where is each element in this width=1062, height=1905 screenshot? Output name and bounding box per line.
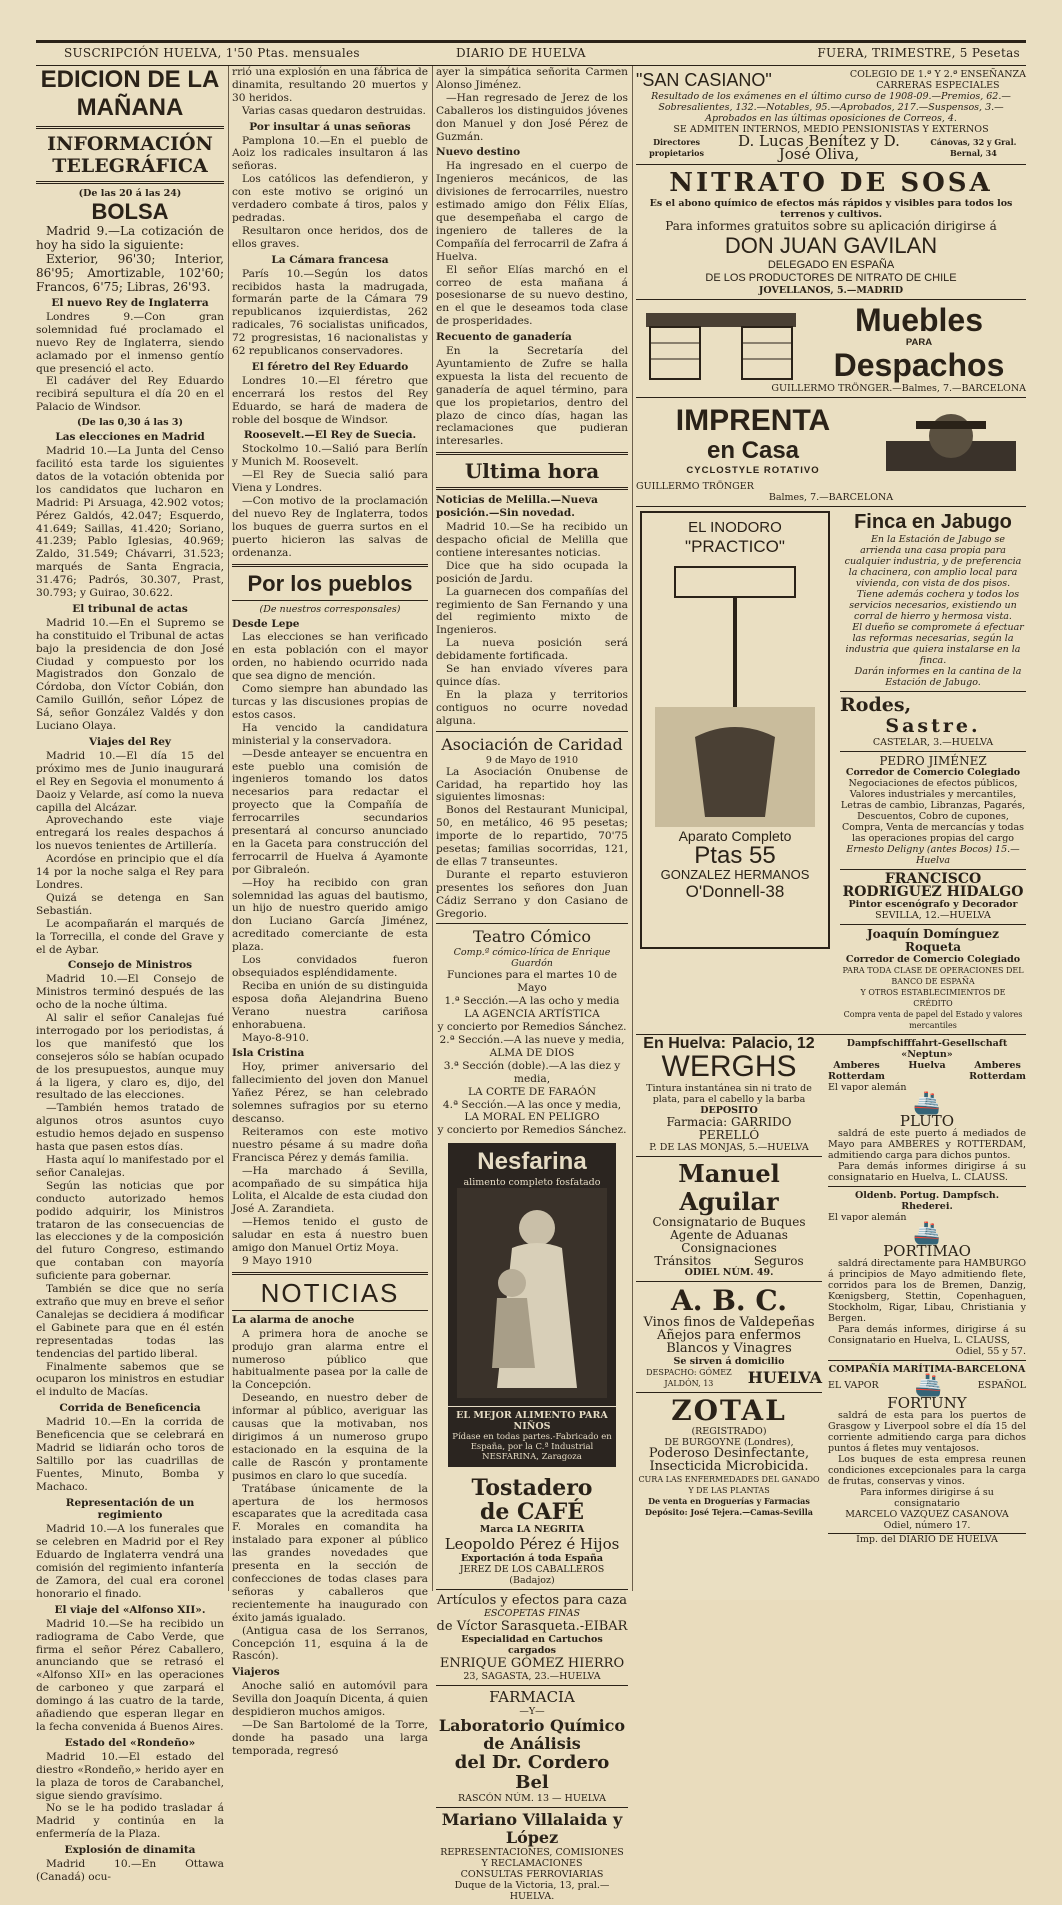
caza-ad <box>436 1590 628 1686</box>
muebles-ad <box>636 300 1026 398</box>
article-heading: Viajes del Rey <box>89 736 171 748</box>
article-heading: El féretro del Rey Eduardo <box>251 360 409 373</box>
article-paragraph: Durante el reparto estuvieron presentes los señores don Juan Cádiz Serrano y don Casiano de Gregorio. <box>436 868 628 920</box>
article-heading: Roosevelt.—El Rey de Suecia. <box>243 429 417 442</box>
listing-line: LA MORAL EN PELIGRO <box>464 1111 600 1124</box>
ad-text: Resultado de los exámenes en el último curso de 1908-09.—Premios, 62.—Sobresalientes, 132.—Notables, 95.—Aprobados, 217.—Suspensos, 3.—Aprobados en las últimas oposiciones de Correos, 4. <box>651 91 1011 124</box>
ad-text: CARRERAS ESPECIALES <box>876 80 1000 91</box>
ad-text: Insecticida Microbicida. <box>649 1459 809 1475</box>
ad-title: Manuel Aguilar <box>678 1158 780 1216</box>
section-title: Asociación de Caridad <box>441 734 623 754</box>
article-paragraph: En la plaza y territorios contiguos no ocurre novedad alguna. <box>436 688 628 727</box>
ad-text: Odiel, número 17. <box>883 1519 971 1531</box>
section-title: NOTICIAS <box>260 1277 400 1308</box>
ad-text: GUILLERMO TRÖNGER.—Balmes, 7.—BARCELONA <box>771 382 1026 394</box>
ad-title: Tostadero <box>471 1475 593 1502</box>
steamship-icon: 🚢 <box>913 1091 941 1117</box>
listing-line: LA CORTE DE FARAÓN <box>467 1085 597 1098</box>
ad-text: CYCLOSTYLE ROTATIVO <box>686 465 820 477</box>
listing-line: ALMA DE DIOS <box>489 1046 575 1059</box>
ad-text: HUELVA <box>747 1367 822 1387</box>
ad-text: Cánovas, 32 y Gral. Bernal, 34 <box>930 136 1017 158</box>
toilet-illustration <box>655 557 815 827</box>
masthead-bar <box>36 40 1026 66</box>
san-casiano-ad <box>636 66 1026 165</box>
ad-text: EL VAPOR <box>828 1380 879 1392</box>
ad-title: Muebles <box>854 302 984 339</box>
dateline: 9 de Mayo de 1910 <box>485 754 579 766</box>
ad-text: Pintor escenógrafo y Decorador <box>848 899 1018 911</box>
farmacia-ad <box>436 1686 628 1808</box>
section-title: INFORMACIÓN TELEGRÁFICA <box>47 133 213 177</box>
article-paragraph: La Asociación Onubense de Caridad, ha repartido hoy las siguientes limosnas: <box>436 765 628 804</box>
ad-title: PORTIMAO <box>883 1241 971 1260</box>
article-paragraph: Aprovechando este viaje entregará los reales despachos á los nuevos tenientes de Artillería. <box>36 814 224 853</box>
article-paragraph: Le acompañarán el marqués de la Torrecilla, el conde del Grave y el de Aybar. <box>36 917 224 956</box>
article-heading: El tribunal de actas <box>72 602 188 615</box>
article-paragraph: París 10.—Según los datos recibidos hasta la madrugada, formarán parte de la Cámara 79 republicanos izquierdistas, 262 radicales, 76 socialistas unificados, 72 progresistas, 16 nacionalistas y 62 republicanos conservadores. <box>232 267 428 358</box>
neptun-ad <box>828 1035 1026 1187</box>
article-paragraph: Deseando, en nuestro deber de informar al público, averiguar las causas que la motivaban, nos dirigimos á un numeroso grupo estacionado en la esquina de la calle de Rascón y prontamente pusimos en claro lo que sucedía. <box>232 1392 428 1482</box>
ad-title: "PRACTICO" <box>685 536 785 556</box>
column-4-ads <box>636 66 1026 1591</box>
ad-text: Se sirven á domicilio <box>673 1356 785 1368</box>
article-heading: Noticias de Melilla.—Nueva posición.—Sin novedad. <box>436 494 598 520</box>
time-range: (De las 0,30 á las 3) <box>77 417 183 429</box>
subscription-outside: FUERA, TRIMESTRE, 5 Pesetas <box>817 46 1020 60</box>
article-paragraph: El cadáver del Rey Eduardo recibirá sepultura el día 20 en el Palacio de Windsor. <box>36 375 224 414</box>
ad-text: Leopoldo Pérez é Hijos <box>444 1535 620 1554</box>
printer-imprint: Imp. del DIARIO DE HUELVA <box>828 1533 1026 1545</box>
article-heading: Las elecciones en Madrid <box>55 431 205 444</box>
ad-text: Depósito: José Tejera.—Camas-Sevilla <box>645 1506 813 1517</box>
article-heading: El nuevo Rey de Inglaterra <box>51 297 209 309</box>
abc-ad <box>636 1282 822 1393</box>
ad-text: Seguros <box>753 1253 804 1268</box>
ad-text: Consignaciones <box>681 1240 777 1255</box>
listing-line: 3.ª Sección (doble).—A las diez y media, <box>443 1059 621 1085</box>
article-heading: Nuevo destino <box>436 146 521 159</box>
article-paragraph: Las elecciones se han verificado en esta población con el mayor orden, no habiendo ocurrido nada que sea digno de mención. <box>232 631 428 683</box>
article-paragraph: A primera hora de anoche se produjo gran alarma entre el numeroso público que habitualmente pasea por la calle de la Concepción. <box>232 1327 428 1392</box>
steamship-icon: 🚢 <box>913 1220 941 1246</box>
dateline: 9 Mayo 1910 <box>242 1254 312 1267</box>
ad-text: Ernesto Deligny (antes Bocos) 15.—Huelva <box>846 844 1020 867</box>
article-paragraph: ayer la simpática señorita Carmen Alonso Jiménez. <box>436 66 628 91</box>
ad-text: Marca LA NEGRITA <box>479 1524 585 1536</box>
article-heading: Consejo de Ministros <box>67 959 193 972</box>
article-paragraph: —Han regresado de Jerez de los Caballeros los distinguidos jóvenes don Manuel y don José Pérez de Guzmán. <box>436 91 628 143</box>
ad-text: O'Donnell-38 <box>685 882 785 902</box>
article-paragraph: Madrid 10.—A los funerales que se celebren en Madrid por el Rey Eduardo de Inglaterra vendrá una comisión del regimiento infantería de Zamora, del cual era coronel honorario el finado. <box>36 1523 224 1600</box>
column-2 <box>232 66 428 1757</box>
article-paragraph: Madrid 10.—La Junta del Censo facilitó esta tarde los siguientes datos de la votación obtenida por los candidatos que lucharon en Madrid: Pi Arsuaga, 42.902 votos; Pérez Galdós, 42.047; Esquerdo, 41.649; Saillas, 41.420; Soriano, 41.239; Pablo Iglesias, 40.969; Zaldo, 31.549; Chávarri, 31.523; marqués de Santa Engracia, 31.476; Padrós, 30.307, Prast, 30.793; y Guirao, 30.622. <box>36 445 224 600</box>
article-paragraph: Dice que ha sido ocupada la posición de Jardu. <box>436 559 628 585</box>
article-heading: Explosión de dinamita <box>64 1844 196 1857</box>
edition-title: EDICION DE LA MAÑANA <box>40 66 220 121</box>
ad-text: En Huelva: <box>643 1035 726 1053</box>
ad-text: ENRIQUE GÓMEZ HIERRO <box>439 1656 625 1672</box>
article-paragraph: Madrid 10.—El estado del diestro «Rondeño,» herido ayer en la plaza de toros de Carabanchel, sigue siendo gravísimo. <box>36 1750 224 1802</box>
article-paragraph: (Antigua casa de los Serranos, Concepción 11, esquina á la de Rascón). <box>232 1624 428 1663</box>
article-heading: Estado del «Rondeño» <box>64 1736 196 1749</box>
ad-title: WERGHS <box>661 1049 797 1083</box>
theatre-listing <box>436 969 628 1137</box>
ad-text: Vinos finos de Valdepeñas <box>643 1315 815 1331</box>
article-paragraph: El señor Elías marchó en el correo de esta mañana á posesionarse de su nuevo destino, en el que le deseamos toda clase de prosperidades. <box>436 263 628 328</box>
article-paragraph: —También hemos tratado de algunos otros asuntos cuyo estudio hemos dejado en suspenso hasta que pasen estos días. <box>36 1102 224 1154</box>
article-paragraph: Reciba en unión de su distinguida esposa doña Alejandrina Bueno Verano nuestra cariñosa enhorabuena. <box>232 979 428 1031</box>
ad-text: JEREZ DE LOS CABALLEROS (Badajoz) <box>459 1564 605 1587</box>
ad-text: Blancos y Vinagres <box>666 1341 792 1357</box>
ad-text: —Y— <box>519 1706 545 1718</box>
ad-text: Negociaciones de efectos públicos, Valores industriales y mercantiles, Letras de cambio, Libranzas, Pagarés, Descuentos, Cobro de cupones, Compra, Venta de mercancías y todas las operaciones propias del cargo <box>840 778 1026 845</box>
listing-line: LA AGENCIA ARTÍSTICA <box>464 1008 600 1021</box>
ad-title: Despachos <box>833 347 1005 384</box>
ad-text: SEVILLA, 12.—HUELVA <box>875 910 991 922</box>
ad-text: EL MEJOR ALIMENTO PARA NIÑOS <box>448 1406 616 1432</box>
article-heading: Recuento de ganadería <box>436 331 572 344</box>
article-paragraph: Madrid 10.—Se ha recibido un radiograma de Cabo Verde, que firma el señor Pérez Caballero, anunciando que se retrasó el «Alfonso XII» en las operaciones de carboneo y que zarpará el domingo á las cuatro de la tarde, añadiendo que esperan llegar en la fecha convenida á Buenos Aires. <box>36 1617 224 1733</box>
villalaida-ad <box>436 1808 628 1905</box>
article-paragraph: Los católicos las defendieron, y con este motivo se originó un verdadero combate á tiros, palos y pedradas. <box>232 173 428 224</box>
ad-text: SE ADMITEN INTERNOS, MEDIO PENSIONISTAS Y EXTERNOS <box>673 124 989 135</box>
manuel-aguilar-ad <box>636 1157 822 1283</box>
article-paragraph: No se le ha podido trasladar á Madrid y continúa en la enfermería de la Plaza. <box>36 1802 224 1841</box>
ad-text: PARA <box>905 337 933 349</box>
steamship-icon: 🚢 <box>914 1372 942 1398</box>
listing-line: 1.ª Sección.—A las ocho y media <box>444 995 620 1008</box>
ad-text: Farmacia: GARRIDO PERELLÓ <box>666 1114 792 1142</box>
article-heading: La Cámara francesa <box>271 253 389 266</box>
column-rule <box>632 66 633 1591</box>
article-paragraph: —Desde anteayer se encuentra en este pueblo una comisión de ingenieros tomando los datos necesarios para redactar el proyecto que la Compañía de ferrocarriles secundarios presentará al concurso anunciado en la Gaceta para construcción del ferrocarril de Huelva á Ayamonte por Gibraleón. <box>232 747 428 876</box>
ad-text: Balmes, 7.—BARCELONA <box>768 491 894 503</box>
article-paragraph: Pamplona 10.—En el pueblo de Aoiz los radicales insultaron á las señoras. <box>232 134 428 173</box>
ad-text: DESPACHO: GÓMEZ JALDÓN, 13 <box>646 1368 732 1389</box>
article-paragraph: Reiteramos con este motivo nuestro pésame á su madre doña Francisca Pérez y demás familia. <box>232 1125 428 1164</box>
ad-text: Artículos y efectos para caza <box>436 1593 628 1609</box>
ad-text: Para informes gratuitos sobre su aplicación dirigirse á <box>665 218 997 233</box>
article-paragraph: Se han enviado víveres para quince días. <box>436 663 628 688</box>
ad-text: Huelva <box>908 1060 946 1072</box>
article-paragraph: Al salir el señor Canalejas fué interrogado por los periodistas, á los que manifestó que los consejeros sólo se habían ocupado de los presupuestos, aunque muy á la ligera, y claro es, dijo, del resultado de las elecciones. <box>36 1012 224 1102</box>
ad-text: 23, SAGASTA, 23.—HUELVA <box>463 1671 601 1683</box>
article-paragraph: —Ha marchado á Sevilla, acompañado de su simpática hija Lolita, el Alcalde de esta ciudad don José A. Zarandieta. <box>232 1164 428 1216</box>
article-paragraph: Exterior, 96'30; Interior, 86'95; Amortizable, 102'60; Francos, 6'75; Libras, 26'93. <box>36 252 224 294</box>
article-paragraph: También se dice que no sería extraño que muy en breve el señor Canalejas se decidiera á modificar el Gabinete para que en él estén representadas todas las tendencias del partido liberal. <box>36 1283 224 1360</box>
ad-text: GUILLERMO TRÖNGER <box>636 480 754 492</box>
article-paragraph: Madrid 10.—Se ha recibido un despacho oficial de Melilla que contiene interesantes noticias. <box>436 521 628 559</box>
nesfarina-ad <box>448 1143 616 1467</box>
pedro-jimenez-ad <box>840 752 1026 871</box>
article-paragraph: Según las noticias que por conducto autorizado hemos podido adquirir, los Ministros trataron de las consecuencias de las elecciones y de la composición del futuro Congreso, estimando que contaban con mayoría suficiente para gobernar. <box>36 1179 224 1283</box>
ad-text: Para demás informes, dirigirse á su Consignatario en Huelva, L. CLAUSS, <box>828 1323 1026 1346</box>
route-row <box>828 1060 1026 1082</box>
ad-text: En la Estación de Jabugo se arrienda una casa propia para cualquier industria, y de preferencia la chacinera, con amplio local para vivienda, con vista de dos pisos. <box>844 533 1022 589</box>
ad-text: Especialidad en Cartuchos cargados <box>461 1634 603 1657</box>
ad-text: ESPAÑOL <box>977 1380 1026 1392</box>
oldenburg-ad <box>828 1187 1026 1361</box>
article-paragraph: Madrid 10.—En Ottawa (Canadá) ocu- <box>36 1858 224 1883</box>
article-paragraph: rrió una explosión en una fábrica de dinamita, resultando 20 muertos y 30 heridos. <box>232 66 428 104</box>
ad-text: DON JUAN GAVILAN <box>724 232 938 258</box>
ad-text: El vapor alemán <box>828 1082 907 1094</box>
ad-text: Palacio, 12 <box>731 1035 815 1053</box>
article-paragraph: En la Secretaría del Ayuntamiento de Zufre se halla expuesta la lista del recuento de ganadería de aquel término, para que los propietarios, dentro del plazo de cinco días, hagan las reclamaciones que pudieran interesarles. <box>436 345 628 448</box>
ad-text: Añejos para enfermos <box>657 1328 801 1344</box>
imprenta-ad <box>636 398 1026 507</box>
article-paragraph: —De San Bartolomé de la Torre, donde ha pasado una larga temporada, regresó <box>232 1718 428 1757</box>
article-paragraph: —Hemos tenido el gusto de saludar en esta á nuestro buen amigo don Manuel Ortiz Moya. <box>232 1216 428 1255</box>
ad-text: saldrá de esta para los puertos de Grasgow y Liverpool sobre el día 15 del corriente admitiendo carga para dichos puntos á fletes muy ventajosos. <box>828 1409 1026 1454</box>
ad-title: IMPRENTA <box>675 404 831 438</box>
ad-title: EL INODORO <box>688 518 782 536</box>
ad-text: Odiel, 55 y 57. <box>955 1345 1026 1357</box>
article-heading: Isla Cristina <box>232 1047 305 1060</box>
ad-text: De venta en Droguerías y Farmacias <box>648 1495 810 1506</box>
ad-text: Ptas 55 <box>694 842 776 870</box>
ad-text: saldrá directamente para HAMBURGO á principios de Mayo admitiendo flete, corridos para los de Bremen, Danzig, Kœnigsberg, Stettin, Copenhaguen, Stockholm, Rigar, Libau, Christiania y Bergen. <box>828 1257 1026 1324</box>
article-paragraph: Londres 9.—Con gran solemnidad fué proclamado el nuevo Rey de Inglaterra, siendo aclamado por el inmenso gentío que presenció el acto. <box>36 310 224 375</box>
dateline: Mayo-8-910. <box>242 1031 310 1044</box>
ad-text: P. DE LAS MONJAS, 5.—HUELVA <box>649 1141 809 1153</box>
listing-line: Funciones para el martes 10 de Mayo <box>446 969 618 995</box>
article-paragraph: Resultaron once heridos, dos de ellos graves. <box>232 224 428 250</box>
listing-line: 4.ª Sección.—A las once y media, <box>442 1098 622 1111</box>
article-paragraph: Quizá se detenga en San Sebastián. <box>36 891 224 917</box>
section-title: Por los pueblos <box>247 570 413 596</box>
rodriguez-hidalgo-ad <box>840 870 1026 925</box>
ad-title: FRANCISCO RODRIGUEZ HIDALGO <box>842 871 1024 901</box>
ad-title: FORTUNY <box>887 1393 967 1412</box>
ad-text: Tránsitos <box>654 1253 712 1268</box>
ad-text: Dampfschifffahrt-Gesellschaft «Neptun» <box>846 1038 1008 1061</box>
article-paragraph: Como siempre han abundado las turcas y las discusiones propias de estos casos. <box>232 683 428 721</box>
ad-subtitle: alimento completo fosfatado <box>463 1177 601 1189</box>
ad-text: CASTELAR, 3.—HUELVA <box>872 736 994 748</box>
ad-text: Los buques de esta empresa reunen condiciones excepcionales para la carga de frutas, conservas y vinos. <box>828 1453 1026 1487</box>
ad-text: MARCELO VAZQUEZ CASANOVA <box>845 1508 1009 1520</box>
ad-text: JOVELLANOS, 5.—MADRID <box>758 284 904 296</box>
ad-title: Sastre. <box>885 714 981 737</box>
ad-text: de Víctor Sarasqueta.-EIBAR <box>436 1619 628 1635</box>
ad-text: Compra venta de papel del Estado y valores mercantiles <box>843 1010 1023 1031</box>
ad-text: GONZALEZ HERMANOS <box>660 867 810 883</box>
ad-text: Oldenb. Portug. Dampfsch. Rhederei. <box>854 1189 1000 1212</box>
ad-text: Rotterdam <box>969 1071 1026 1083</box>
ad-text: El vapor alemán <box>828 1211 907 1223</box>
listing-line: y concierto por Remedios Sánchez. <box>437 1021 627 1034</box>
subscription-local: SUSCRIPCIÓN HUELVA, 1'50 Ptas. mensuales <box>64 46 360 60</box>
article-paragraph: Acordóse en principio que el día 14 por la noche salga el Rey para Londres. <box>36 853 224 891</box>
ad-title: en Casa <box>706 437 800 465</box>
article-paragraph: Bonos del Restaurant Municipal, 50, en metálico, 46 95 pesetas; importe de lo repartido, 70'75 pesetas; familias socorridas, 121, de ellas 7 transeuntes. <box>436 804 628 868</box>
tostadero-ad <box>436 1473 628 1590</box>
article-paragraph: Madrid 10.—El Consejo de Ministros terminó después de las ocho de la noche última. <box>36 973 224 1012</box>
ad-text: Corredor de Comercio Colegiado <box>845 954 1021 966</box>
ad-title: Nesfarina <box>477 1148 587 1176</box>
article-paragraph: Los convidados fueron obsequiados espléndidamente. <box>232 954 428 979</box>
article-paragraph: La nueva posición será debidamente fortificada. <box>436 637 628 663</box>
ad-text: REPRESENTACIONES, COMISIONES Y RECLAMACIONES <box>440 1847 624 1870</box>
ad-text: ESCOPETAS FINAS <box>483 1608 581 1620</box>
ad-text: Es el abono químico de efectos más rápidos y visibles para todos los terrenos y cultivos. <box>649 197 1013 220</box>
article-paragraph: —Con motivo de la proclamación del nuevo Rey de Inglaterra, todos los buques de guerra surtos en el puerto hicieron las salvas de ordenanza. <box>232 495 428 559</box>
ad-title: NITRATO DE SOSA <box>669 167 993 198</box>
ad-title: de CAFÉ <box>479 1499 584 1526</box>
mother-and-child-illustration <box>457 1188 607 1398</box>
ad-title: PEDRO JIMÉNEZ <box>879 753 987 768</box>
article-paragraph: Tratábase únicamente de la apertura de los hermosos escaparates que la acreditada casa F. Morales en comandita ha instalado para exponer al público las grandes novedades que presenta en la sección de confecciones de todas clases para señoras y caballeros que recientemente ha inaugurado con éxito jamás igualado. <box>232 1482 428 1624</box>
rodes-ad <box>840 692 1026 752</box>
ad-text: Pídase en todas partes.-Fabricado en España, por la C.ª Industrial NESFARINA, Zaragoza <box>452 1432 612 1463</box>
ad-text: El dueño se compromete á efectuar las reformas necesarias, según la industria que quiera instalarse en la finca. <box>845 621 1024 666</box>
article-heading: El viaje del «Alfonso XII». <box>54 1603 206 1616</box>
ad-text: D. Lucas Benítez y D. José Oliva, <box>738 132 900 163</box>
zotal-ad <box>636 1393 822 1521</box>
werghs-ad <box>636 1035 822 1157</box>
ad-text: Amberes <box>974 1060 1021 1072</box>
article-paragraph: Finalmente sabemos que se ocuparon los ministros en estudiar el indulto de Macías. <box>36 1360 224 1399</box>
ad-text: CURA LAS ENFERMEDADES DEL GANADO Y DE LAS PLANTAS <box>638 1474 820 1495</box>
newspaper-title: DIARIO DE HUELVA <box>456 46 586 60</box>
ad-text: Directores propietarios <box>649 136 704 158</box>
article-heading: Corrida de Beneficencia <box>59 1402 201 1415</box>
section-title: Teatro Cómico <box>473 927 591 947</box>
article-paragraph: Hasta aquí lo manifestado por el señor Canalejas. <box>36 1154 224 1179</box>
ad-text: Para informes dirigirse á su consignatario <box>860 1486 994 1509</box>
time-range: (De las 20 á las 24) <box>78 188 182 199</box>
ad-title: Rodes, <box>840 693 912 716</box>
ad-title: PLUTO <box>899 1112 955 1131</box>
article-heading: La alarma de anoche <box>232 1313 355 1326</box>
ad-text: Y OTROS ESTABLECIMIENTOS DE CRÉDITO <box>860 988 1006 1009</box>
listing-line: 2.ª Sección.—A las nueve y media, <box>439 1034 625 1046</box>
article-heading: Viajeros <box>232 1666 280 1679</box>
ad-title: Joaquín Domínguez Roqueta <box>867 927 999 955</box>
ad-title: ZOTAL <box>671 1394 787 1428</box>
ad-text: Aparato Completo <box>678 828 792 845</box>
ad-text: Para demás informes dirigirse á su consignatario en Huelva, L. CLAUSS. <box>828 1160 1026 1183</box>
article-heading: Desde Lepe <box>232 617 300 630</box>
article-paragraph: Varias casas quedaron destruidas. <box>242 104 426 117</box>
ad-text: RASCÓN NÚM. 13 — HUELVA <box>457 1793 607 1805</box>
ad-text: Rotterdam <box>828 1071 885 1083</box>
article-heading: Representación de un regimiento <box>65 1496 195 1522</box>
article-paragraph: Ha vencido la candidatura ministerial y la conservadora. <box>232 721 428 747</box>
ad-text: COLEGIO DE 1.ª Y 2.ª ENSEÑANZA <box>849 69 1026 80</box>
ad-text: Tiene además cochera y todos los servicios necesarios, existiendo un corral de hierro y hermosa vista. <box>849 588 1020 622</box>
ad-text: Darán informes en la cantina de la Estación de Jabugo. <box>854 665 1022 688</box>
article-paragraph: Ha ingresado en el cuerpo de Ingenieros mecánicos, de las divisiones de ferrocarriles, nuestro estimado amigo don Félix Elías, que desempeñaba el cargo de ingeniero de talleres de la Compañía del ferrocarril de Zafra á Huelva. <box>436 160 628 263</box>
article-paragraph: Stockolmo 10.—Salió para Berlín y Munich M. Roosevelt. <box>232 443 428 469</box>
ad-text: Poderoso Desinfectante, <box>648 1446 810 1462</box>
ad-text: (REGISTRADO) <box>691 1426 767 1438</box>
ad-text: PARA TODA CLASE DE OPERACIONES DEL BANCO DE ESPAÑA <box>842 966 1024 987</box>
column-rule <box>432 66 433 1591</box>
nitrato-ad <box>636 165 1026 300</box>
ad-text: Amberes <box>833 1060 880 1072</box>
article-paragraph: Madrid 10.—En el Supremo se ha constituido el Tribunal de actas bajo la presidencia de don José Ciudad y compuesto por los Magistrados don Gonzalo de Córdoba, don Víctor Cobián, don Camilo Guillón, señor López de Sá, señor González Valdés y don Luciano Olaya. <box>36 616 224 733</box>
ad-title: Finca en Jabugo <box>854 510 1012 533</box>
ad-text: Exportación á toda España <box>460 1553 604 1565</box>
ad-text: DELEGADO EN ESPAÑA <box>767 258 895 271</box>
article-paragraph: La guarnecen dos compañías del regimiento de San Fernando y una del regimiento mixto de Ingenieros. <box>436 585 628 637</box>
ad-text: CONSULTAS FERROVIARIAS <box>460 1869 604 1881</box>
article-paragraph: Londres 10.—El féretro que encerrará los restos del Rey Eduardo, se hará de madera de roble del bosque de Windsor. <box>232 374 428 426</box>
ad-text: Duque de la Victoria, 13, pral.—HUELVA. <box>454 1880 610 1903</box>
desk-illustration <box>636 303 806 383</box>
dominguez-roqueta-ad <box>840 925 1026 1034</box>
ad-title: COMPAÑÍA MARÍTIMA-BARCELONA <box>828 1363 1026 1375</box>
article-paragraph: —El Rey de Suecia salió para Viena y Londres. <box>232 469 428 495</box>
ad-title: Mariano Villalaida y López <box>441 1810 623 1848</box>
ad-title: FARMACIA <box>489 1688 575 1707</box>
column-3 <box>436 66 628 1903</box>
column-1 <box>36 66 224 1883</box>
ad-text: Laboratorio Químico de Análisis <box>438 1716 626 1754</box>
ad-text: Agente de Aduanas <box>670 1227 788 1242</box>
column-rule <box>228 66 229 1591</box>
ad-text: del Dr. Cordero Bel <box>454 1752 610 1794</box>
ad-text: Tintura instantánea sin ni trato de plata, para el cabello y la barba <box>646 1082 812 1105</box>
ad-text: ODIEL NÚM. 49. <box>684 1267 774 1279</box>
ad-text: DE BURGOYNE (Londres), <box>664 1437 794 1449</box>
article-paragraph: Madrid 10.—El día 15 del próximo mes de Junio inaugurará el Rey en Segovia el monumento á Daoiz y Velarde, así como la nueva capilla del Alcázar. <box>36 749 224 814</box>
article-heading: Por insultar á unas señoras <box>249 120 411 133</box>
article-paragraph: Hoy, primer aniversario del fallecimiento del joven don Manuel Yañez Pérez, se han celebrado solemnes sufragios por su eterno descanso. <box>232 1061 428 1125</box>
subtitle: (De nuestros corresponsales) <box>259 603 401 615</box>
finca-ad <box>840 507 1026 692</box>
ad-title: "SAN CASIANO" <box>636 70 772 90</box>
ad-title: A. B. C. <box>671 1284 787 1318</box>
subtitle: Comp.ª cómico-lírica de Enrique Guardón <box>453 947 611 970</box>
article-paragraph: —Hoy ha recibido con gran solemnidad las aguas del bautismo, un hijo de nuestro querido amigo don Luciano García Jiménez, acreditado comerciante de esta plaza. <box>232 876 428 954</box>
inodoro-ad <box>640 511 830 949</box>
bolsa-heading: BOLSA <box>91 199 169 224</box>
ad-text: DEPOSITO <box>700 1104 758 1116</box>
ad-text: Consignatario de Buques <box>652 1214 806 1229</box>
ad-text: Corredor de Comercio Colegiado <box>845 767 1021 779</box>
article-paragraph: Madrid 9.—La cotización de hoy ha sido la siguiente: <box>36 224 224 252</box>
article-paragraph: Madrid 10.—En la corrida de Beneficencia que se celebrará en Madrid se lidiarán ocho toros de Saltillo por las cuadrillas de Fuentes, Minuto, Bomba y Machaco. <box>36 1416 224 1493</box>
article-paragraph: Anoche salió en automóvil para Sevilla don Joaquín Dicenta, á quien despidieron muchos amigos. <box>232 1680 428 1719</box>
compania-maritima-ad <box>828 1361 1026 1548</box>
cyclostyle-machine-illustration <box>876 401 1026 481</box>
listing-line: y concierto por Remedios Sánchez. <box>437 1124 627 1137</box>
section-title: Ultima hora <box>464 459 600 484</box>
ad-text: saldrá de este puerto á mediados de Mayo para AMBERES y ROTTERDAM, admitiendo carga para dichos puntos. <box>828 1127 1026 1161</box>
ad-text: DE LOS PRODUCTORES DE NITRATO DE CHILE <box>705 271 957 284</box>
